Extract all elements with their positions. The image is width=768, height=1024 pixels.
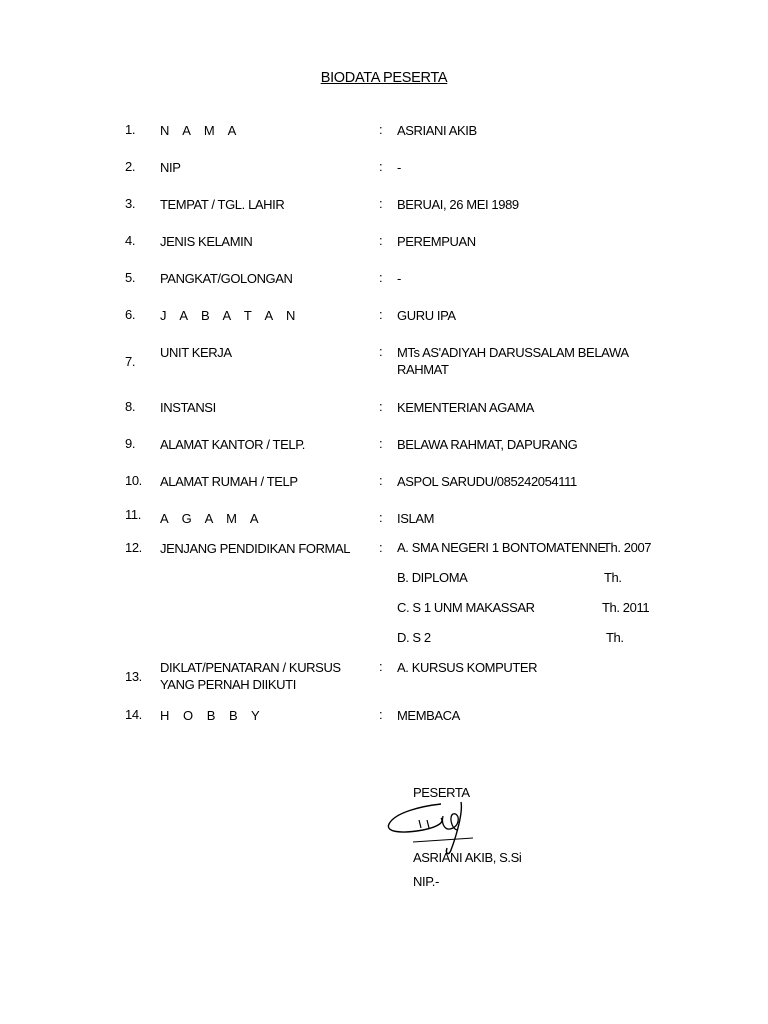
page-title: BIODATA PESERTA — [320, 70, 448, 86]
field-value: BELAWA RAHMAT, DAPURANG — [397, 437, 578, 452]
signature-role: PESERTA — [413, 785, 470, 800]
handwritten-signature — [383, 798, 483, 858]
field-value: - — [397, 160, 401, 175]
field-number: 3. — [125, 196, 136, 211]
education-text: A. SMA NEGERI 1 BONTOMATENNE — [397, 540, 606, 555]
field-number: 10. — [125, 473, 142, 488]
field-colon: : — [379, 196, 383, 211]
field-colon: : — [379, 122, 383, 137]
education-year: Th. — [604, 570, 622, 585]
field-number: 9. — [125, 436, 136, 451]
field-colon: : — [379, 473, 383, 488]
education-year: Th. 2011 — [602, 600, 650, 615]
field-label: DIKLAT/PENATARAN / KURSUS YANG PERNAH DIIKUTI — [160, 660, 341, 692]
field-colon: : — [379, 270, 383, 285]
field-colon: : — [379, 399, 383, 414]
field-number: 14. — [125, 707, 142, 722]
education-year: Th. 2007 — [603, 540, 652, 555]
field-value: ASPOL SARUDU/085242054111 — [397, 474, 577, 489]
field-colon: : — [379, 159, 383, 174]
field-number: 11. — [125, 507, 141, 522]
field-label: A G A M A — [160, 511, 264, 526]
field-number: 7. — [125, 354, 136, 369]
field-colon: : — [379, 540, 383, 555]
field-label: JENJANG PENDIDIKAN FORMAL — [160, 541, 351, 556]
field-label: NIP — [160, 160, 181, 175]
field-number: 6. — [125, 307, 136, 322]
field-label: H O B B Y — [160, 708, 265, 723]
field-number: 12. — [125, 540, 142, 555]
field-colon: : — [379, 436, 383, 451]
field-value: - — [397, 271, 401, 286]
field-value: BERUAI, 26 MEI 1989 — [397, 197, 519, 212]
education-year: Th. — [606, 630, 624, 645]
field-colon: : — [379, 344, 383, 359]
field-label: ALAMAT RUMAH / TELP — [160, 474, 298, 489]
field-label: PANGKAT/GOLONGAN — [160, 271, 293, 286]
signature-name: ASRIANI AKIB, S.Si — [413, 850, 522, 865]
field-label: J A B A T A N — [160, 308, 301, 323]
field-colon: : — [379, 233, 383, 248]
field-label: UNIT KERJA — [160, 345, 232, 360]
education-text: D. S 2 — [397, 630, 431, 645]
field-number: 5. — [125, 270, 136, 285]
field-colon: : — [379, 707, 383, 722]
field-number: 4. — [125, 233, 136, 248]
field-colon: : — [379, 510, 383, 525]
field-value: PEREMPUAN — [397, 234, 476, 249]
field-number: 1. — [125, 122, 136, 137]
field-value: ASRIANI AKIB — [397, 123, 477, 138]
field-label: TEMPAT / TGL. LAHIR — [160, 197, 285, 212]
education-text: B. DIPLOMA — [397, 570, 468, 585]
field-value: MEMBACA — [397, 708, 460, 723]
field-colon: : — [379, 659, 383, 674]
field-number: 8. — [125, 399, 136, 414]
field-number: 13. — [125, 669, 142, 684]
signature-nip: NIP.- — [413, 874, 439, 889]
field-label: INSTANSI — [160, 400, 216, 415]
field-value: KEMENTERIAN AGAMA — [397, 400, 534, 415]
field-value: A. KURSUS KOMPUTER — [397, 660, 538, 675]
field-label: ALAMAT KANTOR / TELP. — [160, 437, 306, 452]
field-number: 2. — [125, 159, 136, 174]
field-label: JENIS KELAMIN — [160, 234, 253, 249]
field-colon: : — [379, 307, 383, 322]
field-value: ISLAM — [397, 511, 435, 526]
field-value: GURU IPA — [397, 308, 456, 323]
field-label: N A M A — [160, 123, 242, 138]
education-text: C. S 1 UNM MAKASSAR — [397, 600, 535, 615]
field-value: MTs AS'ADIYAH DARUSSALAM BELAWA RAHMAT — [397, 345, 628, 377]
